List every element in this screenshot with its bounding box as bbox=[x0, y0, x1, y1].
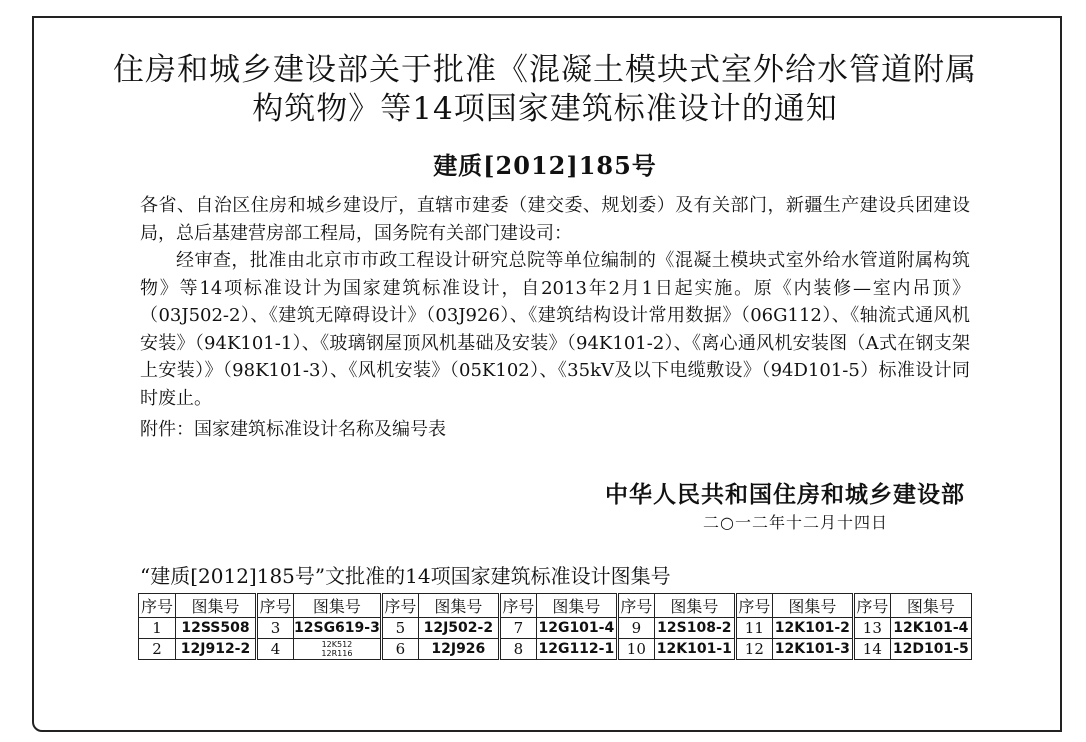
document-number: 建质[2012]185号 bbox=[433, 151, 657, 180]
header-cell-no: 序号 bbox=[617, 594, 654, 618]
row-number: 5 bbox=[381, 618, 418, 639]
row-number: 4 bbox=[257, 639, 294, 660]
row-number: 3 bbox=[257, 618, 294, 639]
atlas-code: 12J502-2 bbox=[418, 618, 499, 639]
row-number: 1 bbox=[139, 618, 176, 639]
atlas-code: 12D101-5 bbox=[890, 639, 971, 660]
header-cell-code: 图集号 bbox=[654, 594, 735, 618]
row-number: 8 bbox=[499, 639, 536, 660]
header-cell-code: 图集号 bbox=[176, 594, 257, 618]
header-cell-no: 序号 bbox=[853, 594, 890, 618]
table-row bbox=[139, 639, 972, 660]
row-number: 12 bbox=[735, 639, 772, 660]
row-number: 7 bbox=[499, 618, 536, 639]
atlas-number-table bbox=[138, 593, 972, 660]
row-number: 14 bbox=[853, 639, 890, 660]
main-paragraph: 经审查，批准由北京市市政工程设计研究总院等单位编制的《混凝土模块式室外给水管道附属构筑物》等14项标准设计为国家建筑标准设计，自2013年2月1日起实施。原《内装修—室内吊顶》（03J502-2）、《建筑无障碍设计》（03J926）、《建筑结构设计常用数据》（06G112）、《轴流式通风机安装》（94K101-1）、《玻璃钢屋顶风机基础及安装》（94K101-2）、《离心通风机安装图（A式在钢支架上安装）》（98K101-3）、《风机安装》（05K102）、《35kV及以下电缆敷设》（94D101-5）标准设计同时废止。 bbox=[140, 250, 970, 409]
atlas-code: 12K101-3 bbox=[772, 639, 853, 660]
row-number: 6 bbox=[381, 639, 418, 660]
atlas-code: 12K101-2 bbox=[772, 618, 853, 639]
notice-title-line-2: 构筑物》等14项国家建筑标准设计的通知 bbox=[252, 91, 838, 127]
attachment-line: 附件：国家建筑标准设计名称及编号表 bbox=[140, 419, 446, 440]
atlas-code: 12K101-4 bbox=[890, 618, 971, 639]
table-caption: “建质[2012]185号”文批准的14项国家建筑标准设计图集号 bbox=[140, 564, 671, 588]
header-cell-no: 序号 bbox=[381, 594, 418, 618]
atlas-code: 12J926 bbox=[418, 639, 499, 660]
header-cell-code: 图集号 bbox=[772, 594, 853, 618]
atlas-code-lower: 12R116 bbox=[321, 649, 353, 658]
atlas-code: 12SS508 bbox=[176, 618, 257, 639]
row-number: 9 bbox=[617, 618, 654, 639]
atlas-code: 12G101-4 bbox=[536, 618, 617, 639]
header-cell-no: 序号 bbox=[499, 594, 536, 618]
row-number: 11 bbox=[735, 618, 772, 639]
header-cell-code: 图集号 bbox=[294, 594, 382, 618]
table-row bbox=[139, 618, 972, 639]
row-number: 2 bbox=[139, 639, 176, 660]
header-cell-code: 图集号 bbox=[418, 594, 499, 618]
addressee-paragraph: 各省、自治区住房和城乡建设厅，直辖市建委（建交委、规划委）及有关部门，新疆生产建设兵团建设局，总后基建营房部工程局，国务院有关部门建设司： bbox=[140, 195, 970, 244]
row-number: 13 bbox=[853, 618, 890, 639]
atlas-code: 12SG619-3 bbox=[294, 618, 382, 639]
atlas-code: 12J912-2 bbox=[176, 639, 257, 660]
issue-date: 二○一二年十二月十四日 bbox=[703, 513, 888, 532]
header-cell-no: 序号 bbox=[735, 594, 772, 618]
header-cell-no: 序号 bbox=[257, 594, 294, 618]
table-header-row bbox=[139, 594, 972, 618]
header-cell-code: 图集号 bbox=[536, 594, 617, 618]
notice-title-line-1: 住房和城乡建设部关于批准《混凝土模块式室外给水管道附属 bbox=[113, 52, 977, 88]
header-cell-code: 图集号 bbox=[890, 594, 971, 618]
issuing-organization: 中华人民共和国住房和城乡建设部 bbox=[605, 482, 965, 508]
atlas-code-upper: 12K512 bbox=[321, 640, 353, 649]
atlas-code: 12K101-1 bbox=[654, 639, 735, 660]
atlas-code: 12G112-1 bbox=[536, 639, 617, 660]
atlas-code-stacked bbox=[294, 639, 382, 660]
row-number: 10 bbox=[617, 639, 654, 660]
atlas-code: 12S108-2 bbox=[654, 618, 735, 639]
header-cell-no: 序号 bbox=[139, 594, 176, 618]
